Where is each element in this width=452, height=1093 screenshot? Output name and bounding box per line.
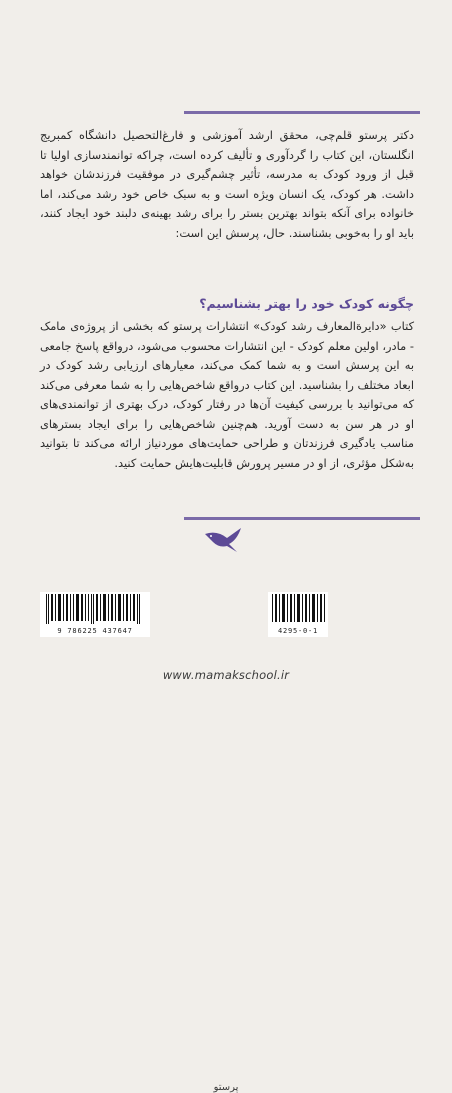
swallow-bird-icon [197,526,255,556]
body-paragraph: کتاب «دایرةالمعارف رشد کودک» انتشارات پرستو که بخشی از پروژه‌ی مامک - مادر، اولین معلم کودک - این انتشارات محسوب می‌شود، درواقع پاسخ جامعی به این پرسش است و به شما کمک می‌کند، معیارهای ارزیابی رشد کودک در ابعاد مختلف را بشناسید. این کتاب درواقع شاخص‌هایی را به شما معرفی می‌کند که می‌توانید با بررسی کیفیت آن‌ها در رفتار کودک، درک بهتری از توانمندی‌های او در هر سن به دست آورید. هم‌چنین شاخص‌هایی را برای ایجاد بسترهای مناسب یادگیری فرزندتان و طراحی حمایت‌های موردنیاز ارائه می‌کند تا بتوانید به‌شکل مؤثری، از او در مسیر پرورش قابلیت‌هایش حمایت کنید. [40,319,414,470]
publisher-name: پرستو [213,1082,239,1093]
price-code: 4295-0-1 [277,627,319,635]
isbn-barcode [40,592,150,637]
publisher-logo [197,526,255,1093]
website-url[interactable]: www.mamakschool.ir [162,668,290,682]
section-heading: چگونه کودک خود را بهتر بشناسیم؟ [199,296,414,311]
isbn-number: 9 786225 437647 [57,627,133,635]
barcode-lines [40,592,150,624]
barcode-lines [268,592,328,624]
top-divider [184,111,420,114]
intro-paragraph: دکتر پرستو قلم‌چی، محقق ارشد آموزشی و فارغ‌التحصیل دانشگاه کمبریج انگلستان، این کتاب را گردآوری و تألیف کرده است، چراکه توانمندسازی اولیا تا قبل از ورود کودک به مدرسه، تأثیر چشم‌گیری در موفقیت فرزندشان خواهد داشت. هر کودک، یک انسان ویژه است و به سبک خاص خود رشد می‌کند، اما خانواده برای آنکه بتواند بهترین بستر را برای رشد بهینه‌ی دلبند خود ایجاد کنند، باید او را به‌خوبی بشناسند. حال، پرسش این است: [40,128,414,240]
bottom-divider [184,517,420,520]
price-barcode [268,592,328,637]
